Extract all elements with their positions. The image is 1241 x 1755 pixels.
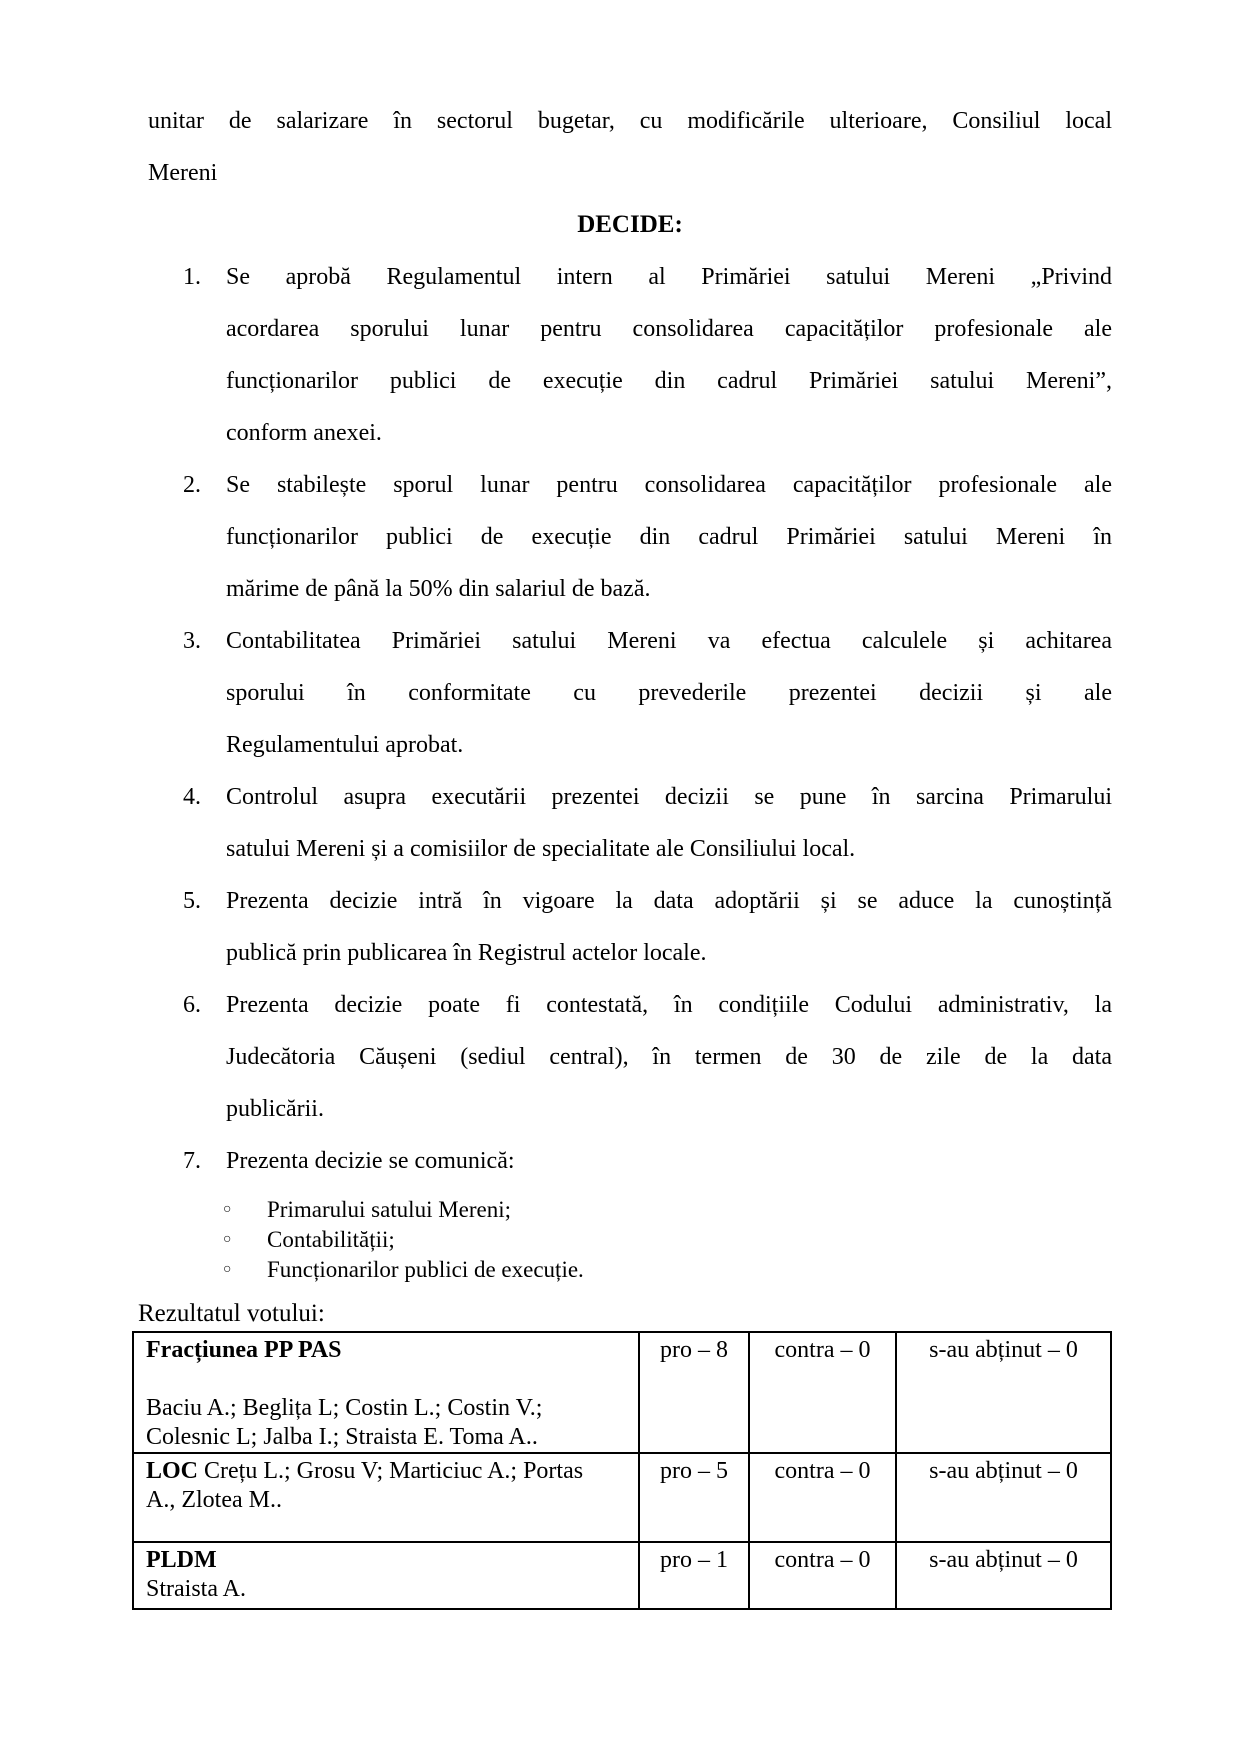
item-number: 4. <box>183 784 201 810</box>
pro-cell: pro – 8 <box>639 1332 749 1453</box>
item-line: satului Mereni și a comisiilor de specialitate ale Consiliului local. <box>226 836 856 862</box>
vote-results-label: Rezultatul votului: <box>138 1300 325 1327</box>
faction-members: Colesnic L; Jalba I.; Straista E. Toma A.. <box>146 1424 538 1450</box>
item-line: Contabilitatea Primăriei satului Mereni va efectua calculele și achitarea <box>226 628 1112 654</box>
item-line: Prezenta decizie poate fi contestată, în condițiile Codului administrativ, la <box>226 992 1112 1018</box>
contra-cell: contra – 0 <box>749 1332 896 1453</box>
faction-name: Fracțiunea PP PAS <box>146 1337 342 1363</box>
item-number: 6. <box>183 992 201 1018</box>
intro-line-1: unitar de salarizare în sectorul bugetar, cu modificările ulterioare, Consiliul local <box>148 108 1112 134</box>
abstained-cell: s-au abținut – 0 <box>896 1542 1111 1609</box>
decision-item-3 <box>148 615 1112 771</box>
item-number: 3. <box>183 628 201 654</box>
item-number: 7. <box>183 1148 201 1174</box>
decision-item-7 <box>148 1135 1112 1187</box>
faction-cell <box>133 1542 639 1609</box>
decision-item-2 <box>148 459 1112 615</box>
item-number: 1. <box>183 264 201 290</box>
decide-heading: DECIDE: <box>577 211 683 238</box>
abstained-cell: s-au abținut – 0 <box>896 1332 1111 1453</box>
item-line: publică prin publicarea în Registrul actelor locale. <box>226 940 707 966</box>
item-line: funcționarilor publici de execuție din cadrul Primăriei satului Mereni în <box>226 524 1112 550</box>
bullet-text: Contabilității; <box>267 1227 395 1252</box>
abstained-cell: s-au abținut – 0 <box>896 1453 1111 1542</box>
circle-bullet-icon: ○ <box>223 1202 232 1217</box>
item-line: acordarea sporului lunar pentru consolidarea capacităților profesionale ale <box>226 316 1112 342</box>
item-line: Se stabilește sporul lunar pentru consolidarea capacităților profesionale ale <box>226 472 1112 498</box>
bullet-text: Funcționarilor publici de execuție. <box>267 1257 584 1282</box>
faction-cell <box>133 1332 639 1453</box>
decision-item-5 <box>148 875 1112 979</box>
decision-item-1 <box>148 251 1112 459</box>
intro-line-2: Mereni <box>148 160 218 186</box>
circle-bullet-icon: ○ <box>223 1232 232 1247</box>
item-line: sporului în conformitate cu prevederile prezentei decizii și ale <box>226 680 1112 706</box>
vote-table-row <box>133 1542 1111 1609</box>
vote-table-row <box>133 1453 1111 1542</box>
item-line: publicării. <box>226 1096 324 1122</box>
faction-members: A., Zlotea M.. <box>146 1487 282 1513</box>
faction-name: PLDM <box>146 1547 217 1573</box>
document-content <box>138 95 1112 1610</box>
item-line: Prezenta decizie intră în vigoare la data adoptării și se aduce la cunoștință <box>226 888 1112 914</box>
blank-line <box>146 1365 630 1394</box>
faction-members: Baciu A.; Beglița L; Costin L.; Costin V.; <box>146 1395 543 1421</box>
item-line: Controlul asupra executării prezentei decizii se pune în sarcina Primarului <box>226 784 1112 810</box>
item-line: Regulamentului aprobat. <box>226 732 464 758</box>
contra-cell: contra – 0 <box>749 1453 896 1542</box>
decision-item-6 <box>148 979 1112 1135</box>
faction-members: LOC Crețu L.; Grosu V; Marticiuc A.; Portas <box>146 1458 584 1484</box>
list-item <box>148 1195 1112 1225</box>
contra-cell: contra – 0 <box>749 1542 896 1609</box>
list-item <box>148 1255 1112 1285</box>
item-line: conform anexei. <box>226 420 382 446</box>
item-line: Se aprobă Regulamentul intern al Primăriei satului Mereni „Privind <box>226 264 1112 290</box>
circle-bullet-icon: ○ <box>223 1262 232 1277</box>
vote-table-row <box>133 1332 1111 1453</box>
item-line: Judecătoria Căușeni (sediul central), în termen de 30 de zile de la data <box>226 1044 1112 1070</box>
item-number: 2. <box>183 472 201 498</box>
item-line: funcționarilor publici de execuție din cadrul Primăriei satului Mereni”, <box>226 368 1112 394</box>
pro-cell: pro – 1 <box>639 1542 749 1609</box>
item-line: mărime de până la 50% din salariul de bază. <box>226 576 651 602</box>
list-item <box>148 1225 1112 1255</box>
vote-results-table <box>132 1331 1112 1610</box>
faction-cell <box>133 1453 639 1542</box>
faction-members: Straista A. <box>146 1576 246 1602</box>
faction-name: LOC <box>146 1458 199 1484</box>
decision-item-4 <box>148 771 1112 875</box>
bullet-text: Primarului satului Mereni; <box>267 1197 512 1222</box>
communication-list <box>148 1195 1112 1285</box>
pro-cell: pro – 5 <box>639 1453 749 1542</box>
item-line: Prezenta decizie se comunică: <box>226 1148 515 1174</box>
item-number: 5. <box>183 888 201 914</box>
